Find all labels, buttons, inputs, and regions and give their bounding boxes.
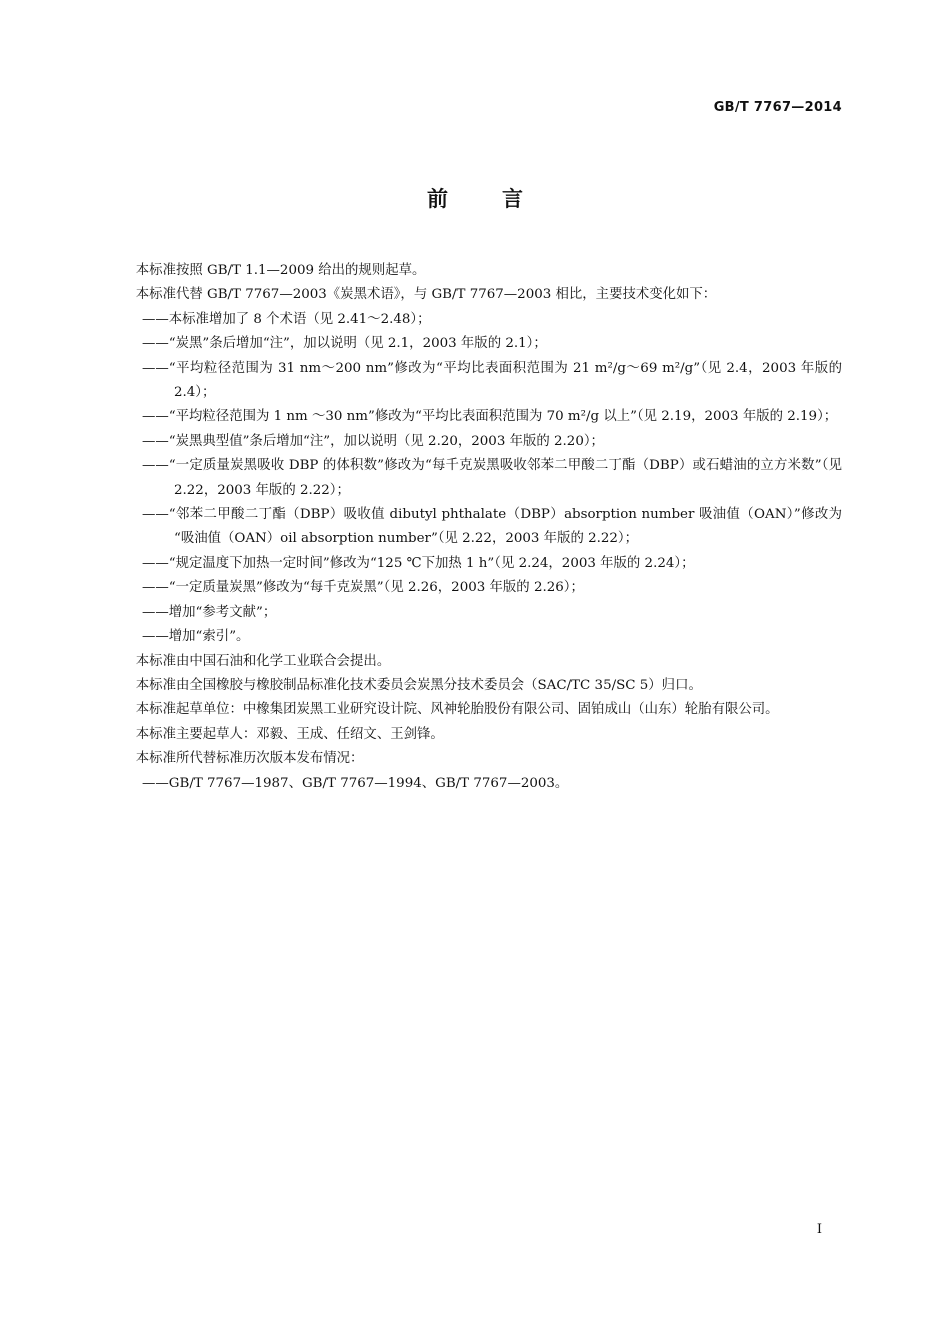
change-item: ——“一定质量炭黑”修改为“每千克炭黑”（见 2.26，2003 年版的 2.26）； <box>142 580 584 596</box>
body-paragraph: 本标准所代替标准历次版本发布情况： <box>135 751 364 767</box>
body-paragraph: 本标准主要起草人：邓毅、王成、任绍文、王剑锋。 <box>135 726 444 742</box>
standard-code: GB/T 7767—2014 <box>713 100 842 115</box>
change-item: ——“炭黑典型值”条后增加“注”，加以说明（见 2.20，2003 年版的 2.20）； <box>142 433 604 449</box>
history-item: ——GB/T 7767—1987、GB/T 7767—1994、GB/T 7767—2003。 <box>142 775 569 791</box>
change-item: ——“平均粒径范围为 31 nm～200 nm”修改为“平均比表面积范围为 21 m²/g～69 m²/g”（见 2.4，2003 年版的 2.4）； <box>142 360 842 401</box>
change-item: ——本标准增加了 8 个术语（见 2.41～2.48）； <box>142 311 431 327</box>
change-item: ——增加“索引”。 <box>142 629 250 645</box>
page-title: 前言 <box>427 187 577 211</box>
body-paragraph: 本标准由中国石油和化学工业联合会提出。 <box>135 653 391 669</box>
change-item: ——“一定质量炭黑吸收 DBP 的体积数”修改为“每千克炭黑吸收邻苯二甲酸二丁酯（DBP）或石蜡油的立方米数”（见 2.22，2003 年版的 2.22）； <box>142 458 842 498</box>
change-item: ——“炭黑”条后增加“注”，加以说明（见 2.1，2003 年版的 2.1）； <box>142 336 547 352</box>
intro-paragraph: 本标准按照 GB/T 1.1—2009 给出的规则起草。 <box>135 263 426 278</box>
change-item: ——“规定温度下加热一定时间”修改为“125 ℃下加热 1 h”（见 2.24，2003 年版的 2.24）； <box>142 555 695 571</box>
body-paragraph: 本标准起草单位：中橡集团炭黑工业研究设计院、风神轮胎股份有限公司、固铂成山（山东）轮胎有限公司。 <box>135 702 779 718</box>
intro-paragraph: 本标准代替 GB/T 7767—2003《炭黑术语》，与 GB/T 7767—2003 相比，主要技术变化如下： <box>135 287 717 303</box>
page-number: I <box>816 1222 822 1237</box>
change-item: ——“平均粒径范围为 1 nm ～30 nm”修改为“平均比表面积范围为 70 m²/g 以上”（见 2.19，2003 年版的 2.19）； <box>142 409 838 425</box>
body-paragraph: 本标准由全国橡胶与橡胶制品标准化技术委员会炭黑分技术委员会（SAC/TC 35/SC 5）归口。 <box>135 677 702 693</box>
change-item: ——“邻苯二甲酸二丁酯（DBP）吸收值 dibutyl phthalate（DBP）absorption number 吸油值（OAN）”修改为 “吸油值（OAN）oil absorption number”（见 2.22，2003 年版的 2.22）； <box>142 507 842 547</box>
document-body <box>109 259 842 796</box>
change-item: ——增加“参考文献”； <box>142 604 277 620</box>
